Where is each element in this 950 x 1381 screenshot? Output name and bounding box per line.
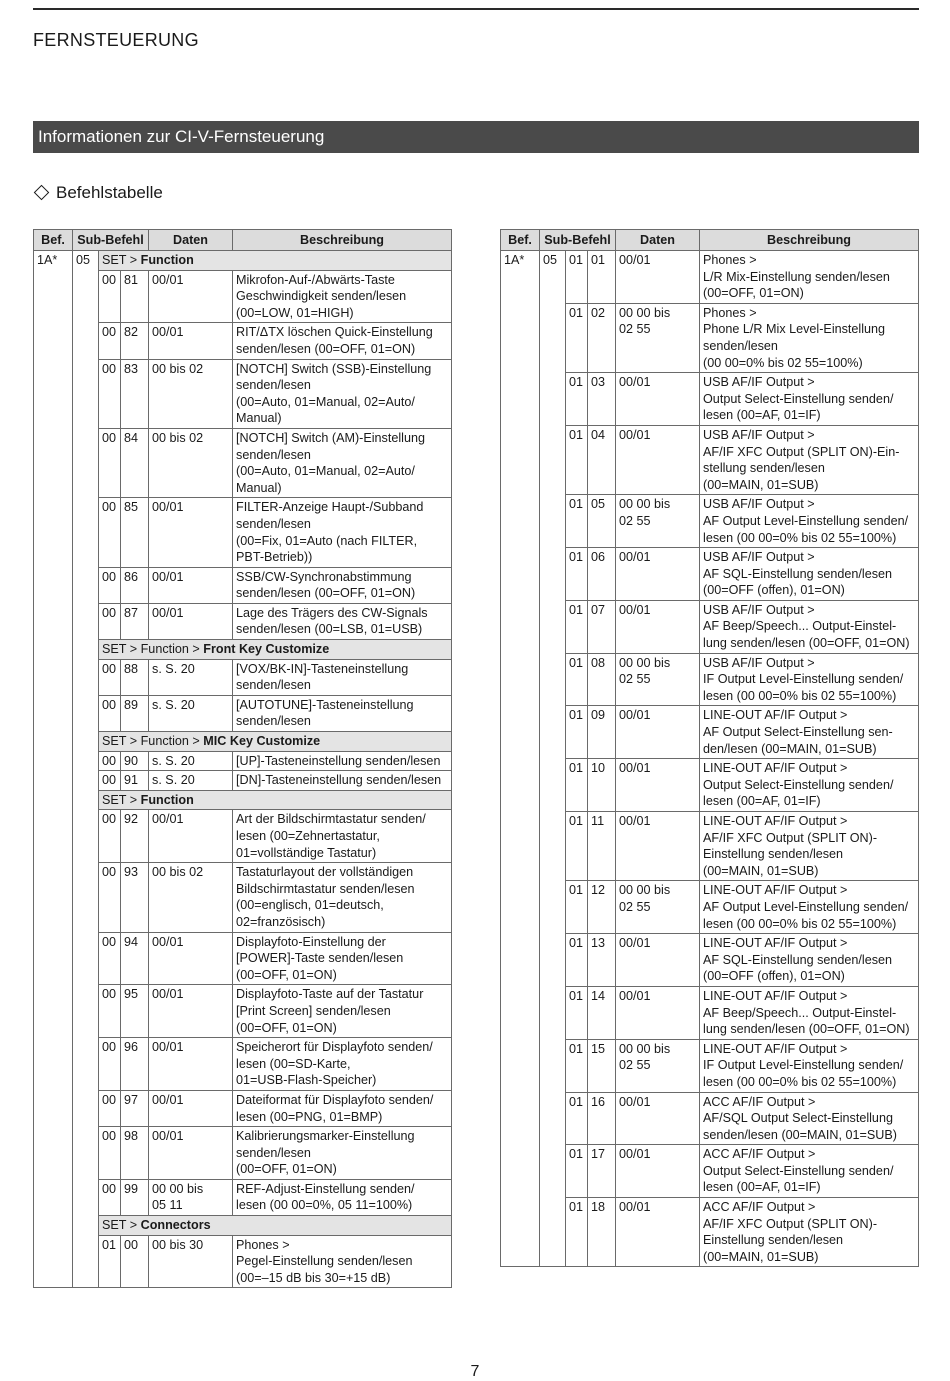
beschreibung-cell: Dateiformat für Displayfoto senden/ lesen (00=PNG, 01=BMP) xyxy=(233,1090,452,1126)
sub-befehl-cell: 05 xyxy=(73,251,99,1288)
sub-befehl-cell: 00 xyxy=(99,695,121,731)
daten-cell: 00/01 xyxy=(616,548,700,601)
beschreibung-cell: LINE-OUT AF/IF Output > AF Output Level-Einstellung senden/ lesen (00 00=0% bis 02 55=100%) xyxy=(700,881,919,934)
beschreibung-cell: SSB/CW-Synchronabstimmung senden/lesen (00=OFF, 01=ON) xyxy=(233,567,452,603)
sub-befehl-cell: 02 xyxy=(588,303,616,372)
table-header-row xyxy=(34,230,452,251)
subsection-title: Befehlstabelle xyxy=(56,183,163,202)
sub-befehl-cell: 04 xyxy=(588,425,616,494)
sub-befehl-cell: 82 xyxy=(121,323,149,359)
daten-cell: 00/01 xyxy=(149,1038,233,1091)
sub-befehl-cell: 93 xyxy=(121,863,149,932)
section-row xyxy=(34,251,452,271)
sub-befehl-cell: 00 xyxy=(99,771,121,791)
daten-cell: 00/01 xyxy=(149,270,233,323)
sub-befehl-cell: 05 xyxy=(540,251,566,1267)
section-name: Connectors xyxy=(140,1218,211,1233)
sub-befehl-cell: 01 xyxy=(566,303,588,372)
beschreibung-cell: Displayfoto-Einstellung der [POWER]-Taste senden/lesen (00=OFF, 01=ON) xyxy=(233,932,452,985)
command-table-left xyxy=(33,229,452,1288)
bef-cell: 1A* xyxy=(34,251,73,1288)
section-path: SET > xyxy=(102,792,141,807)
beschreibung-cell: LINE-OUT AF/IF Output > Output Select-Einstellung senden/ lesen (00=AF, 01=IF) xyxy=(700,759,919,812)
beschreibung-cell: Lage des Trägers des CW-Signals senden/lesen (00=LSB, 01=USB) xyxy=(233,603,452,639)
sub-befehl-cell: 06 xyxy=(588,548,616,601)
sub-befehl-cell: 01 xyxy=(566,1198,588,1267)
daten-cell: s. S. 20 xyxy=(149,659,233,695)
section-name: MIC Key Customize xyxy=(203,734,321,749)
section-label xyxy=(99,1216,452,1236)
daten-cell: 00 bis 30 xyxy=(149,1235,233,1288)
column-header-beschreibung: Beschreibung xyxy=(233,230,452,251)
sub-befehl-cell: 11 xyxy=(588,812,616,881)
sub-befehl-cell: 00 xyxy=(99,498,121,567)
sub-befehl-cell: 08 xyxy=(588,653,616,706)
sub-befehl-cell: 01 xyxy=(566,495,588,548)
sub-befehl-cell: 01 xyxy=(566,251,588,304)
beschreibung-cell: LINE-OUT AF/IF Output > AF Output Select-Einstellung sen- den/lesen (00=MAIN, 01=SUB) xyxy=(700,706,919,759)
daten-cell: s. S. 20 xyxy=(149,751,233,771)
beschreibung-cell: USB AF/IF Output > IF Output Level-Einstellung senden/ lesen (00 00=0% bis 02 55=100%) xyxy=(700,653,919,706)
sub-befehl-cell: 01 xyxy=(566,1039,588,1092)
sub-befehl-cell: 07 xyxy=(588,600,616,653)
sub-befehl-cell: 88 xyxy=(121,659,149,695)
command-table-right xyxy=(500,229,919,1267)
beschreibung-cell: USB AF/IF Output > AF Beep/Speech... Output-Einstel- lung senden/lesen (00=OFF, 01=ON) xyxy=(700,600,919,653)
sub-befehl-cell: 16 xyxy=(588,1092,616,1145)
sub-befehl-cell: 01 xyxy=(566,1092,588,1145)
daten-cell: 00 00 bis 05 11 xyxy=(149,1179,233,1215)
sub-befehl-cell: 00 xyxy=(99,428,121,497)
section-name: Function xyxy=(140,792,194,807)
sub-befehl-cell: 01 xyxy=(566,1145,588,1198)
section-path: SET > Function > xyxy=(102,734,204,749)
table-row xyxy=(501,251,919,304)
sub-befehl-cell: 14 xyxy=(588,986,616,1039)
daten-cell: 00/01 xyxy=(149,567,233,603)
daten-cell: 00/01 xyxy=(616,759,700,812)
beschreibung-cell: Phones > L/R Mix-Einstellung senden/lesen (00=OFF, 01=ON) xyxy=(700,251,919,304)
beschreibung-cell: REF-Adjust-Einstellung senden/ lesen (00 00=0%, 05 11=100%) xyxy=(233,1179,452,1215)
section-path: SET > Function > xyxy=(102,642,204,657)
beschreibung-cell: RIT/ΔTX löschen Quick-Einstellung senden/lesen (00=OFF, 01=ON) xyxy=(233,323,452,359)
sub-befehl-cell: 00 xyxy=(99,270,121,323)
daten-cell: 00/01 xyxy=(149,498,233,567)
daten-cell: s. S. 20 xyxy=(149,695,233,731)
daten-cell: 00/01 xyxy=(616,425,700,494)
sub-befehl-cell: 00 xyxy=(99,751,121,771)
beschreibung-cell: USB AF/IF Output > AF/IF XFC Output (SPLIT ON)-Ein- stellung senden/lesen (00=MAIN, 01=SUB) xyxy=(700,425,919,494)
daten-cell: 00/01 xyxy=(616,986,700,1039)
table-header-row xyxy=(501,230,919,251)
sub-befehl-cell: 09 xyxy=(588,706,616,759)
section-label xyxy=(99,790,452,810)
column-header-daten: Daten xyxy=(616,230,700,251)
sub-befehl-cell: 05 xyxy=(588,495,616,548)
daten-cell: 00/01 xyxy=(149,1127,233,1180)
sub-befehl-cell: 96 xyxy=(121,1038,149,1091)
sub-befehl-cell: 18 xyxy=(588,1198,616,1267)
sub-befehl-cell: 01 xyxy=(566,706,588,759)
sub-befehl-cell: 89 xyxy=(121,695,149,731)
sub-befehl-cell: 01 xyxy=(566,812,588,881)
sub-befehl-cell: 91 xyxy=(121,771,149,791)
column-header-bef: Bef. xyxy=(34,230,73,251)
sub-befehl-cell: 01 xyxy=(566,373,588,426)
sub-befehl-cell: 00 xyxy=(99,659,121,695)
daten-cell: 00 00 bis 02 55 xyxy=(616,881,700,934)
sub-befehl-cell: 00 xyxy=(99,1179,121,1215)
bef-cell: 1A* xyxy=(501,251,540,1267)
sub-befehl-cell: 90 xyxy=(121,751,149,771)
section-title-bar: Informationen zur CI-V-Fernsteuerung xyxy=(33,121,919,153)
daten-cell: 00/01 xyxy=(616,1198,700,1267)
sub-befehl-cell: 85 xyxy=(121,498,149,567)
sub-befehl-cell: 01 xyxy=(566,548,588,601)
beschreibung-cell: ACC AF/IF Output > AF/IF XFC Output (SPLIT ON)- Einstellung senden/lesen (00=MAIN, 01=SUB) xyxy=(700,1198,919,1267)
section-label xyxy=(99,732,452,752)
column-header-beschreibung: Beschreibung xyxy=(700,230,919,251)
sub-befehl-cell: 01 xyxy=(566,759,588,812)
beschreibung-cell: [UP]-Tasteneinstellung senden/lesen xyxy=(233,751,452,771)
daten-cell: 00/01 xyxy=(616,251,700,304)
daten-cell: 00 00 bis 02 55 xyxy=(616,1039,700,1092)
sub-befehl-cell: 00 xyxy=(99,603,121,639)
daten-cell: 00/01 xyxy=(149,810,233,863)
daten-cell: 00/01 xyxy=(149,932,233,985)
sub-befehl-cell: 01 xyxy=(566,986,588,1039)
daten-cell: 00/01 xyxy=(616,706,700,759)
beschreibung-cell: Displayfoto-Taste auf der Tastatur [Print Screen] senden/lesen (00=OFF, 01=ON) xyxy=(233,985,452,1038)
sub-befehl-cell: 84 xyxy=(121,428,149,497)
beschreibung-cell: Kalibrierungsmarker-Einstellung senden/lesen (00=OFF, 01=ON) xyxy=(233,1127,452,1180)
sub-befehl-cell: 98 xyxy=(121,1127,149,1180)
sub-befehl-cell: 01 xyxy=(99,1235,121,1288)
daten-cell: 00 bis 02 xyxy=(149,359,233,428)
daten-cell: 00/01 xyxy=(616,934,700,987)
sub-befehl-cell: 00 xyxy=(99,323,121,359)
section-label xyxy=(99,640,452,660)
daten-cell: 00/01 xyxy=(149,985,233,1038)
sub-befehl-cell: 81 xyxy=(121,270,149,323)
beschreibung-cell: Speicherort für Displayfoto senden/ lesen (00=SD-Karte, 01=USB-Flash-Speicher) xyxy=(233,1038,452,1091)
beschreibung-cell: Mikrofon-Auf-/Abwärts-Taste Geschwindigkeit senden/lesen (00=LOW, 01=HIGH) xyxy=(233,270,452,323)
beschreibung-cell: [AUTOTUNE]-Tasteneinstellung senden/lesen xyxy=(233,695,452,731)
column-header-daten: Daten xyxy=(149,230,233,251)
daten-cell: 00/01 xyxy=(616,1145,700,1198)
daten-cell: 00 bis 02 xyxy=(149,428,233,497)
sub-befehl-cell: 87 xyxy=(121,603,149,639)
sub-befehl-cell: 99 xyxy=(121,1179,149,1215)
sub-befehl-cell: 00 xyxy=(99,1090,121,1126)
sub-befehl-cell: 00 xyxy=(99,810,121,863)
sub-befehl-cell: 95 xyxy=(121,985,149,1038)
sub-befehl-cell: 00 xyxy=(99,567,121,603)
sub-befehl-cell: 15 xyxy=(588,1039,616,1092)
beschreibung-cell: LINE-OUT AF/IF Output > AF Beep/Speech... Output-Einstel- lung senden/lesen (00=OFF, 01=ON) xyxy=(700,986,919,1039)
beschreibung-cell: USB AF/IF Output > AF SQL-Einstellung senden/lesen (00=OFF (offen), 01=ON) xyxy=(700,548,919,601)
daten-cell: 00/01 xyxy=(616,1092,700,1145)
daten-cell: 00/01 xyxy=(149,603,233,639)
beschreibung-cell: Art der Bildschirmtastatur senden/ lesen (00=Zehnertastatur, 01=vollständige Tastatur) xyxy=(233,810,452,863)
daten-cell: 00 00 bis 02 55 xyxy=(616,495,700,548)
daten-cell: 00 00 bis 02 55 xyxy=(616,653,700,706)
subsection-heading xyxy=(33,183,163,203)
beschreibung-cell: ACC AF/IF Output > AF/SQL Output Select-Einstellung senden/lesen (00=MAIN, 01=SUB) xyxy=(700,1092,919,1145)
section-label xyxy=(99,251,452,271)
beschreibung-cell: [DN]-Tasteneinstellung senden/lesen xyxy=(233,771,452,791)
page-header: FERNSTEUERUNG xyxy=(33,30,199,50)
daten-cell: 00/01 xyxy=(149,1090,233,1126)
sub-befehl-cell: 01 xyxy=(566,653,588,706)
beschreibung-cell: LINE-OUT AF/IF Output > IF Output Level-Einstellung senden/ lesen (00 00=0% bis 02 55=100%) xyxy=(700,1039,919,1092)
beschreibung-cell: ACC AF/IF Output > Output Select-Einstellung senden/ lesen (00=AF, 01=IF) xyxy=(700,1145,919,1198)
daten-cell: 00/01 xyxy=(616,373,700,426)
beschreibung-cell: LINE-OUT AF/IF Output > AF SQL-Einstellung senden/lesen (00=OFF (offen), 01=ON) xyxy=(700,934,919,987)
sub-befehl-cell: 17 xyxy=(588,1145,616,1198)
sub-befehl-cell: 92 xyxy=(121,810,149,863)
diamond-icon xyxy=(34,185,50,201)
sub-befehl-cell: 01 xyxy=(566,881,588,934)
sub-befehl-cell: 00 xyxy=(99,359,121,428)
beschreibung-cell: [NOTCH] Switch (AM)-Einstellung senden/lesen (00=Auto, 01=Manual, 02=Auto/ Manual) xyxy=(233,428,452,497)
beschreibung-cell: USB AF/IF Output > AF Output Level-Einstellung senden/ lesen (00 00=0% bis 02 55=100%) xyxy=(700,495,919,548)
sub-befehl-cell: 01 xyxy=(588,251,616,304)
sub-befehl-cell: 01 xyxy=(566,934,588,987)
beschreibung-cell: Phones > Pegel-Einstellung senden/lesen (00=–15 dB bis 30=+15 dB) xyxy=(233,1235,452,1288)
section-name: Function xyxy=(140,253,194,267)
sub-befehl-cell: 00 xyxy=(99,932,121,985)
sub-befehl-cell: 83 xyxy=(121,359,149,428)
daten-cell: 00 00 bis 02 55 xyxy=(616,303,700,372)
beschreibung-cell: [VOX/BK-IN]-Tasteneinstellung senden/lesen xyxy=(233,659,452,695)
beschreibung-cell: LINE-OUT AF/IF Output > AF/IF XFC Output (SPLIT ON)- Einstellung senden/lesen (00=MAIN, 01=SUB) xyxy=(700,812,919,881)
beschreibung-cell: FILTER-Anzeige Haupt-/Subband senden/lesen (00=Fix, 01=Auto (nach FILTER, PBT-Betrieb)) xyxy=(233,498,452,567)
beschreibung-cell: USB AF/IF Output > Output Select-Einstellung senden/ lesen (00=AF, 01=IF) xyxy=(700,373,919,426)
sub-befehl-cell: 00 xyxy=(99,863,121,932)
column-header-sub-befehl: Sub-Befehl xyxy=(73,230,149,251)
column-header-bef: Bef. xyxy=(501,230,540,251)
sub-befehl-cell: 86 xyxy=(121,567,149,603)
sub-befehl-cell: 00 xyxy=(99,1127,121,1180)
section-name: Front Key Customize xyxy=(203,642,330,657)
sub-befehl-cell: 03 xyxy=(588,373,616,426)
sub-befehl-cell: 13 xyxy=(588,934,616,987)
sub-befehl-cell: 12 xyxy=(588,881,616,934)
beschreibung-cell: Phones > Phone L/R Mix Level-Einstellung senden/lesen (00 00=0% bis 02 55=100%) xyxy=(700,303,919,372)
sub-befehl-cell: 00 xyxy=(99,1038,121,1091)
sub-befehl-cell: 10 xyxy=(588,759,616,812)
sub-befehl-cell: 00 xyxy=(121,1235,149,1288)
sub-befehl-cell: 00 xyxy=(99,985,121,1038)
daten-cell: 00/01 xyxy=(616,812,700,881)
sub-befehl-cell: 01 xyxy=(566,600,588,653)
sub-befehl-cell: 97 xyxy=(121,1090,149,1126)
daten-cell: 00/01 xyxy=(149,323,233,359)
beschreibung-cell: [NOTCH] Switch (SSB)-Einstellung senden/lesen (00=Auto, 01=Manual, 02=Auto/ Manual) xyxy=(233,359,452,428)
beschreibung-cell: Tastaturlayout der vollständigen Bildschirmtastatur senden/lesen (00=englisch, 01=deutsch, 02=französisch) xyxy=(233,863,452,932)
section-path: SET > xyxy=(102,253,141,267)
page-number: 7 xyxy=(470,1363,480,1380)
sub-befehl-cell: 94 xyxy=(121,932,149,985)
column-header-sub-befehl: Sub-Befehl xyxy=(540,230,616,251)
daten-cell: 00 bis 02 xyxy=(149,863,233,932)
top-rule xyxy=(33,8,919,10)
section-path: SET > xyxy=(102,1218,141,1233)
daten-cell: s. S. 20 xyxy=(149,771,233,791)
daten-cell: 00/01 xyxy=(616,600,700,653)
sub-befehl-cell: 01 xyxy=(566,425,588,494)
